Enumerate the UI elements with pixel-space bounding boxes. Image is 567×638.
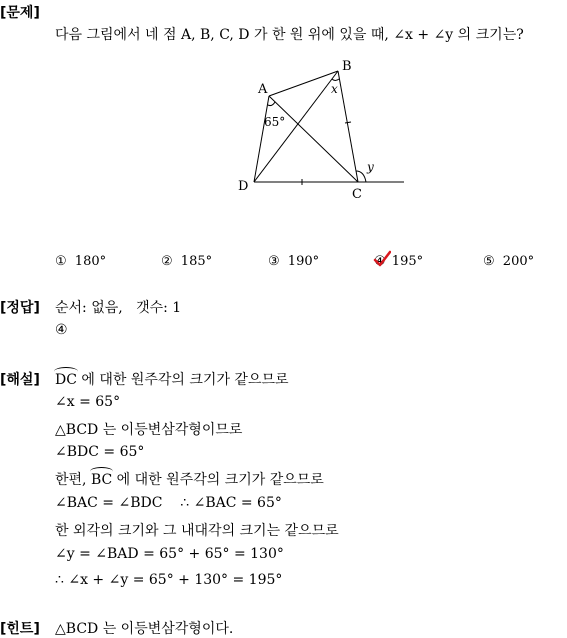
choice-4[interactable] xyxy=(374,254,423,269)
explanation-line-8: ∠y = ∠BAD = 65° + 65° = 130° xyxy=(55,546,284,562)
segment-ab xyxy=(269,71,338,96)
choice-5-mark: ⑤ xyxy=(483,254,495,269)
choice-2[interactable] xyxy=(161,254,212,269)
label-y: y xyxy=(367,160,374,174)
explanation-line-3: △BCD 는 이등변삼각형이므로 xyxy=(55,422,243,438)
choice-2-text: 185° xyxy=(180,254,213,269)
answer-info: 순서: 없음, 갯수: 1 xyxy=(55,300,182,316)
angle-arc-x xyxy=(332,79,339,81)
explanation-line-6: ∠BAC = ∠BDC ∴ ∠BAC = 65° xyxy=(55,495,282,511)
problem-section-label: [문제] xyxy=(0,5,40,21)
explanation-line-1-text: 에 대한 원주각의 크기가 같으므로 xyxy=(76,372,289,388)
choice-2-mark: ② xyxy=(161,254,173,269)
explanation-line-5 xyxy=(55,469,324,489)
explanation-line-2: ∠x = 65° xyxy=(55,394,121,410)
arc-dc: DC xyxy=(55,372,77,388)
explanation-line-9: ∴ ∠x + ∠y = 65° + 130° = 195° xyxy=(55,572,283,588)
choice-5[interactable] xyxy=(483,254,534,269)
label-a: A xyxy=(258,82,268,97)
angle-arc-a xyxy=(268,102,275,106)
explanation-section-label: [해설] xyxy=(0,372,40,388)
explanation-line-7: 한 외각의 크기와 그 내대각의 크기는 같으므로 xyxy=(55,523,339,539)
answer-section-label: [정답] xyxy=(0,300,40,316)
choice-4-text: 195° xyxy=(391,254,424,269)
explanation-line-4: ∠BDC = 65° xyxy=(55,444,145,460)
choice-1[interactable] xyxy=(55,254,106,269)
segment-ad xyxy=(254,96,269,182)
choice-3-mark: ③ xyxy=(268,254,280,269)
hint-section-label: [힌트] xyxy=(0,621,40,637)
answer-choice: ④ xyxy=(55,322,68,338)
explanation-line-5-pre: 한편, xyxy=(55,472,91,488)
tick-mark-bc xyxy=(345,122,351,123)
choice-3[interactable] xyxy=(268,254,319,269)
label-angle-65: 65° xyxy=(264,115,286,129)
explanation-line-1 xyxy=(55,369,289,389)
checkmark-icon xyxy=(373,250,391,268)
choice-1-mark: ① xyxy=(55,254,67,269)
hint-text: △BCD 는 이등변삼각형이다. xyxy=(55,621,234,637)
geometry-figure xyxy=(232,58,412,208)
arc-bc: BC xyxy=(90,472,113,488)
choice-3-text: 190° xyxy=(287,254,320,269)
problem-question: 다음 그림에서 네 점 A, B, C, D 가 한 원 위에 있을 때, ∠x + ∠y 의 크기는? xyxy=(55,27,524,43)
label-d: D xyxy=(238,179,249,194)
choice-4-mark: ④ xyxy=(374,254,386,269)
label-b: B xyxy=(342,59,352,74)
explanation-line-5-text: 에 대한 원주각의 크기가 같으므로 xyxy=(112,472,324,488)
choice-5-text: 200° xyxy=(502,254,535,269)
label-x: x xyxy=(331,82,338,96)
choice-1-text: 180° xyxy=(74,254,107,269)
label-c: C xyxy=(352,187,362,202)
